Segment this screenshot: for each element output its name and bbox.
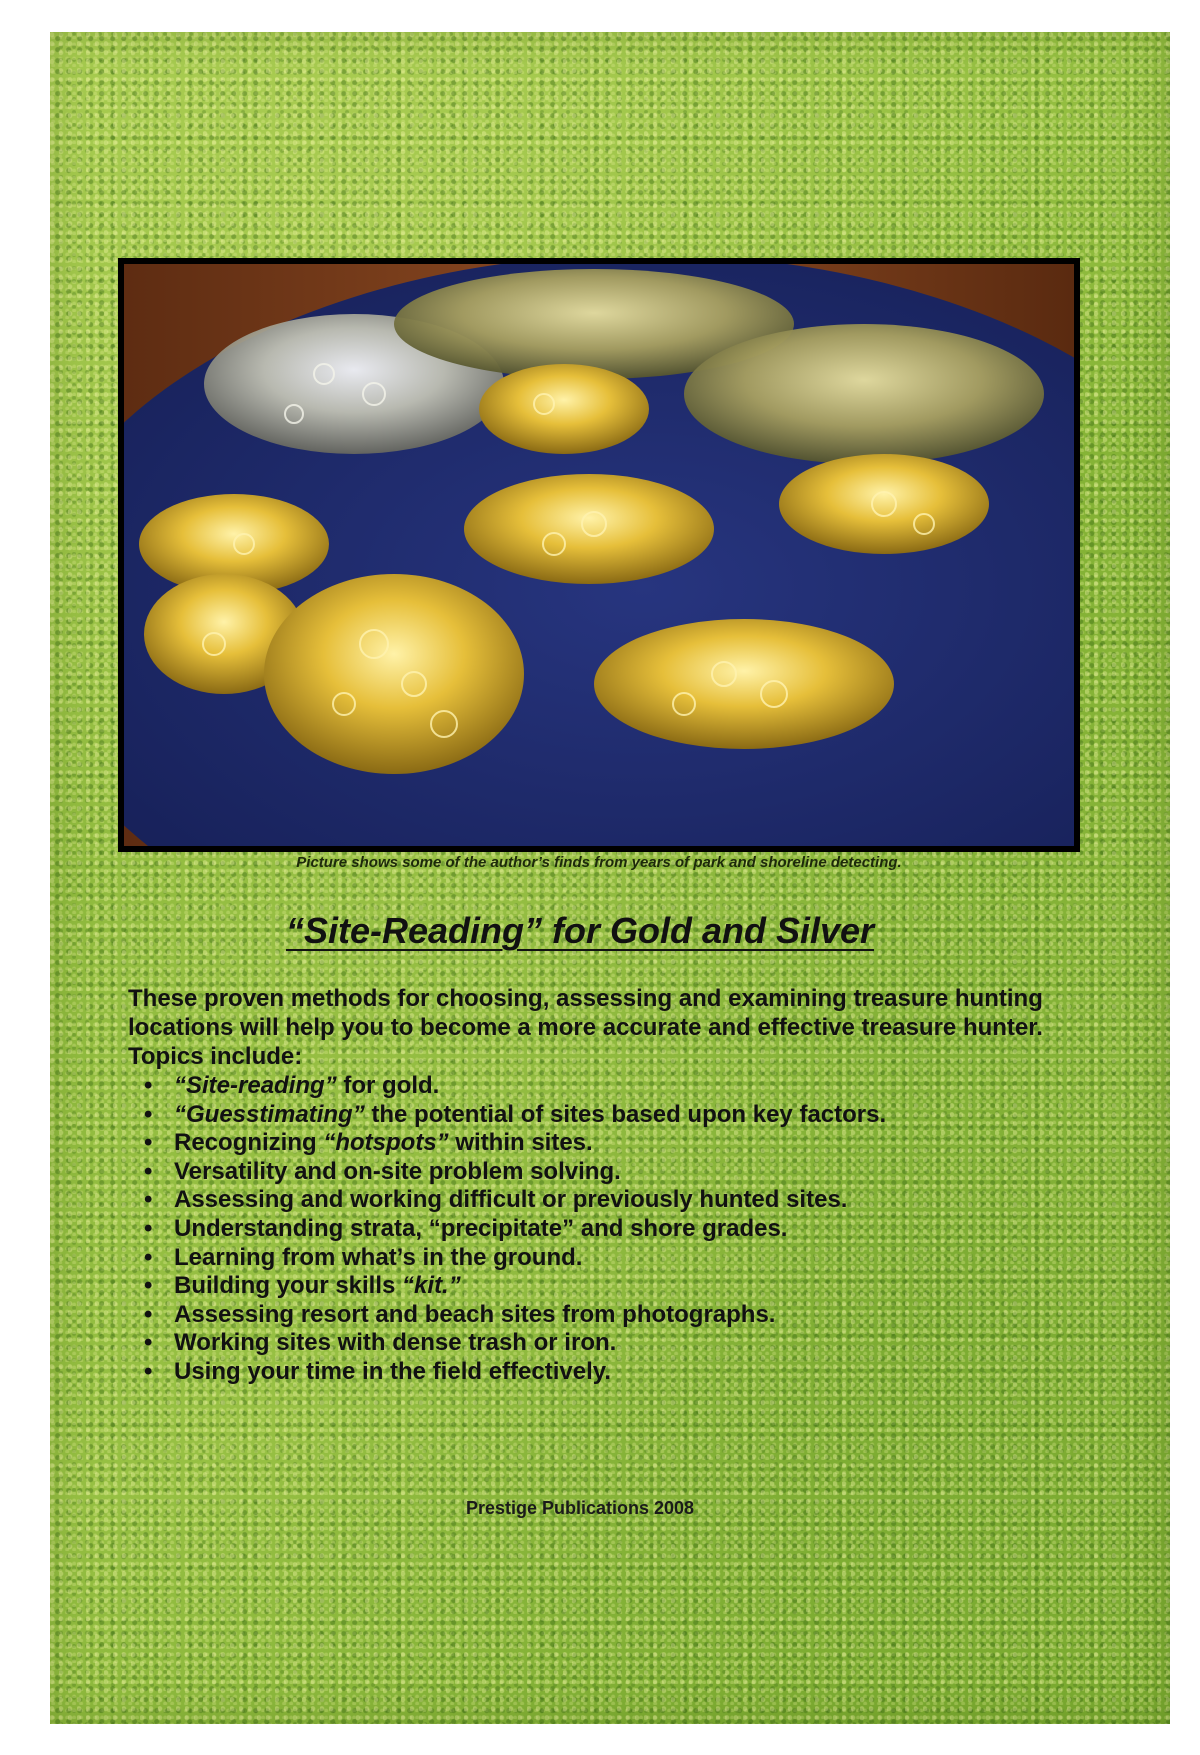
book-title-text: “Site-Reading” for Gold and Silver <box>285 910 875 951</box>
list-item: • Using your time in the field effectively. <box>128 1358 1088 1387</box>
list-item: • “Guesstimating” the potential of sites based upon key factors. <box>128 1101 1088 1130</box>
list-item: • Assessing resort and beach sites from photographs. <box>128 1301 1088 1330</box>
list-item: • Learning from what’s in the ground. <box>128 1244 1088 1273</box>
publisher-imprint: Prestige Publications 2008 <box>465 1498 695 1518</box>
list-item: • Assessing and working difficult or previously hunted sites. <box>128 1186 1088 1215</box>
list-item: • Working sites with dense trash or iron. <box>128 1329 1088 1358</box>
intro-paragraph: These proven methods for choosing, assessing and examining treasure hunting locations will help you to become a more accurate and effective treasure hunter. Topics include: <box>128 985 1043 1070</box>
treasure-finds-illustration <box>124 264 1074 846</box>
list-item: • “Site-reading” for gold. <box>128 1072 1088 1101</box>
photo-caption: Picture shows some of the author’s finds from years of park and shoreline detecting. <box>296 854 902 871</box>
topics-list <box>128 1072 1088 1387</box>
cover-photo <box>118 258 1080 852</box>
list-item: • Versatility and on-site problem solving. <box>128 1158 1088 1187</box>
book-back-cover <box>50 32 1170 1724</box>
list-item: • Building your skills “kit.” <box>128 1272 1088 1301</box>
list-item: • Understanding strata, “precipitate” and shore grades. <box>128 1215 1088 1244</box>
list-item: • Recognizing “hotspots” within sites. <box>128 1129 1088 1158</box>
book-title <box>50 910 1110 952</box>
